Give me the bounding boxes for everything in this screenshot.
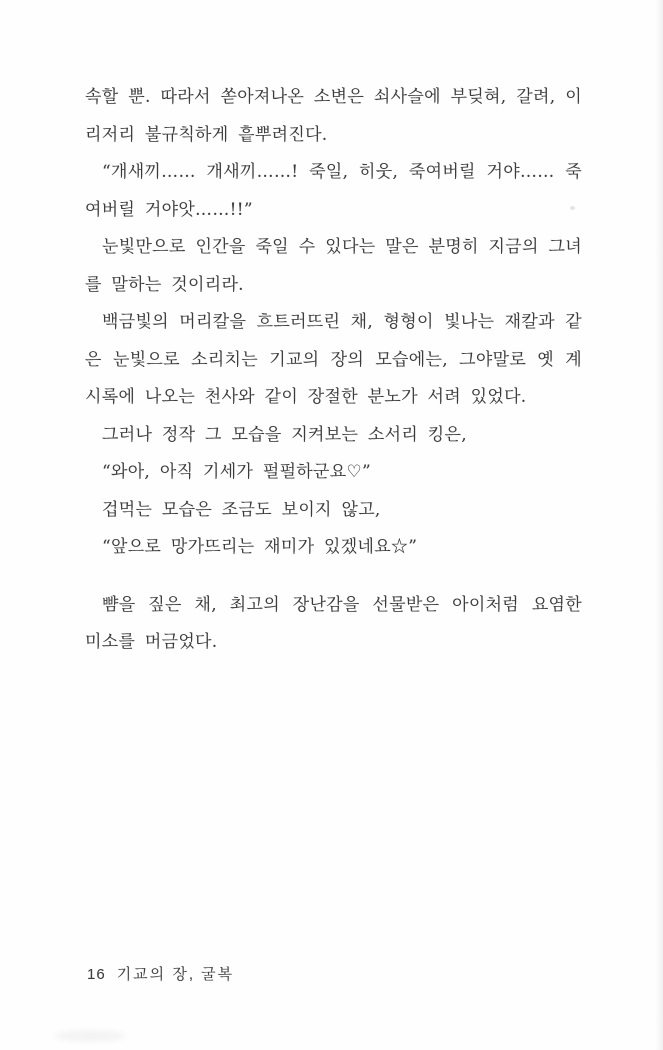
paragraph-dialogue: “개새끼…… 개새끼……! 죽일, 히웃, 죽여버릴 거야…… 죽여버릴 거야앗……!!”: [85, 162, 582, 220]
paragraph: 겁먹는 모습은 조금도 보이지 않고,: [102, 499, 381, 520]
paragraph-dialogue: “앞으로 망가뜨리는 재미가 있겠네요☆”: [102, 537, 418, 557]
page-footer: [87, 963, 234, 984]
page-number: 16: [87, 966, 106, 983]
running-title: 기교의 장, 굴복: [116, 966, 235, 983]
paragraph: 백금빛의 머리칼을 흐트러뜨린 채, 형형이 빛나는 재칼과 같은 눈빛으로 소리치는 기교의 장의 모습에는, 그야말로 옛 계시록에 나오는 천사와 같이 장절한 분노가 서려 있었다.: [85, 312, 582, 407]
scan-edge-shadow: [655, 0, 663, 1050]
scan-speckle: [570, 206, 575, 210]
paragraph: 그러나 정작 그 모습을 지켜보는 소서리 킹은,: [102, 424, 467, 445]
paragraph: 뺨을 짚은 채, 최고의 장난감을 선물받은 아이처럼 요염한 미소를 머금었다.: [85, 594, 582, 652]
paragraph-dialogue: “와아, 아직 기세가 펄펄하군요♡”: [102, 462, 372, 482]
body-text: [85, 79, 582, 662]
paragraph: 속할 뿐. 따라서 쏟아져나온 소변은 쇠사슬에 부딪혀, 갈려, 이리저리 불규칙하게 흩뿌려진다.: [85, 87, 582, 145]
paragraph: 눈빛만으로 인간을 죽일 수 있다는 말은 분명히 지금의 그녀를 말하는 것이리라.: [85, 237, 582, 295]
scan-smudge: [55, 1030, 125, 1042]
